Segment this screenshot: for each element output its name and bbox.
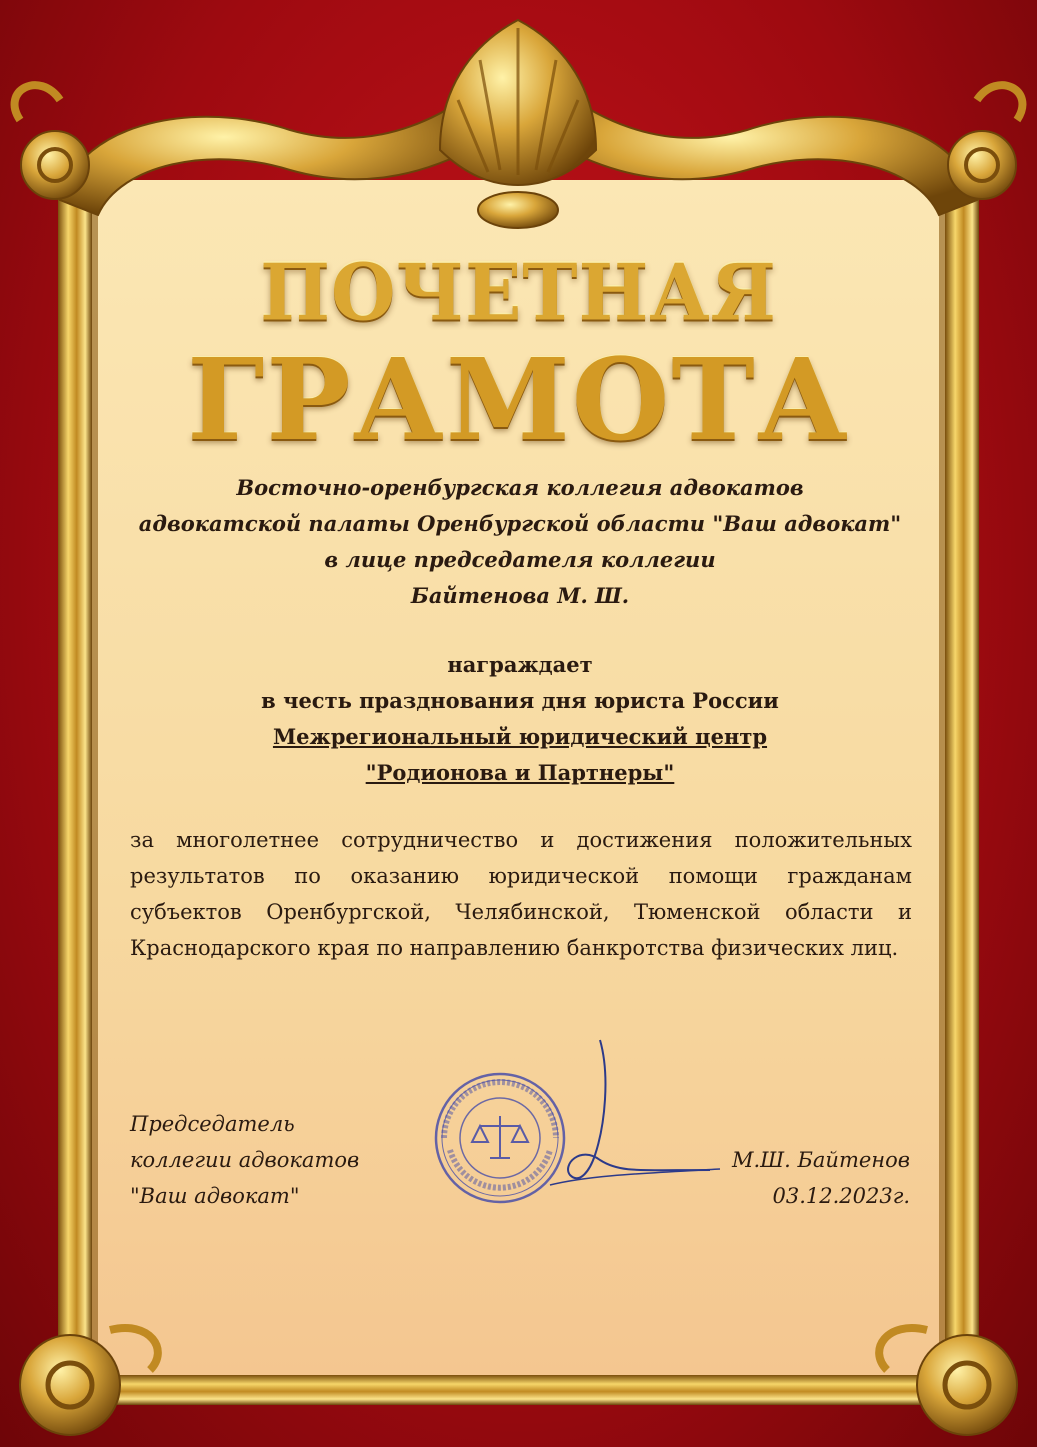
signer-title-line: Председатель: [130, 1112, 295, 1136]
org-line: в лице председателя коллегии: [324, 547, 716, 572]
org-line: Байтенова М. Ш.: [410, 583, 630, 608]
signer-title-line: коллегии адвокатов: [130, 1148, 360, 1172]
certificate-date: 03.12.2023г.: [772, 1184, 910, 1208]
reason-paragraph: за многолетнее сотрудничество и достижения положительных результатов по оказанию юридической помощи гражданам субъектов Оренбургской, Челябинской, Тюменской области и Краснодарского края по направлению банкротства физических лиц.: [130, 828, 912, 960]
organization-block: [100, 470, 940, 614]
title-line-1: ПОЧЕТНАЯ: [260, 247, 777, 339]
occasion: в честь празднования дня юриста России: [261, 688, 779, 713]
org-line: Восточно-оренбургская коллегия адвокатов: [236, 475, 804, 500]
signer-title: [130, 1106, 359, 1214]
award-verb: награждает: [447, 652, 593, 677]
signer-name: М.Ш. Байтенов: [731, 1148, 910, 1172]
award-block: [100, 647, 940, 791]
org-line: адвокатской палаты Оренбургской области "Ваш адвокат": [138, 511, 902, 536]
recipient-line-1: Межрегиональный юридический центр: [272, 724, 768, 749]
title-line-2: ГРАМОТА: [187, 335, 850, 466]
signer-title-line: "Ваш адвокат": [130, 1184, 300, 1208]
signer-block: [640, 1142, 910, 1214]
recipient-line-2: "Родионова и Партнеры": [365, 760, 675, 785]
